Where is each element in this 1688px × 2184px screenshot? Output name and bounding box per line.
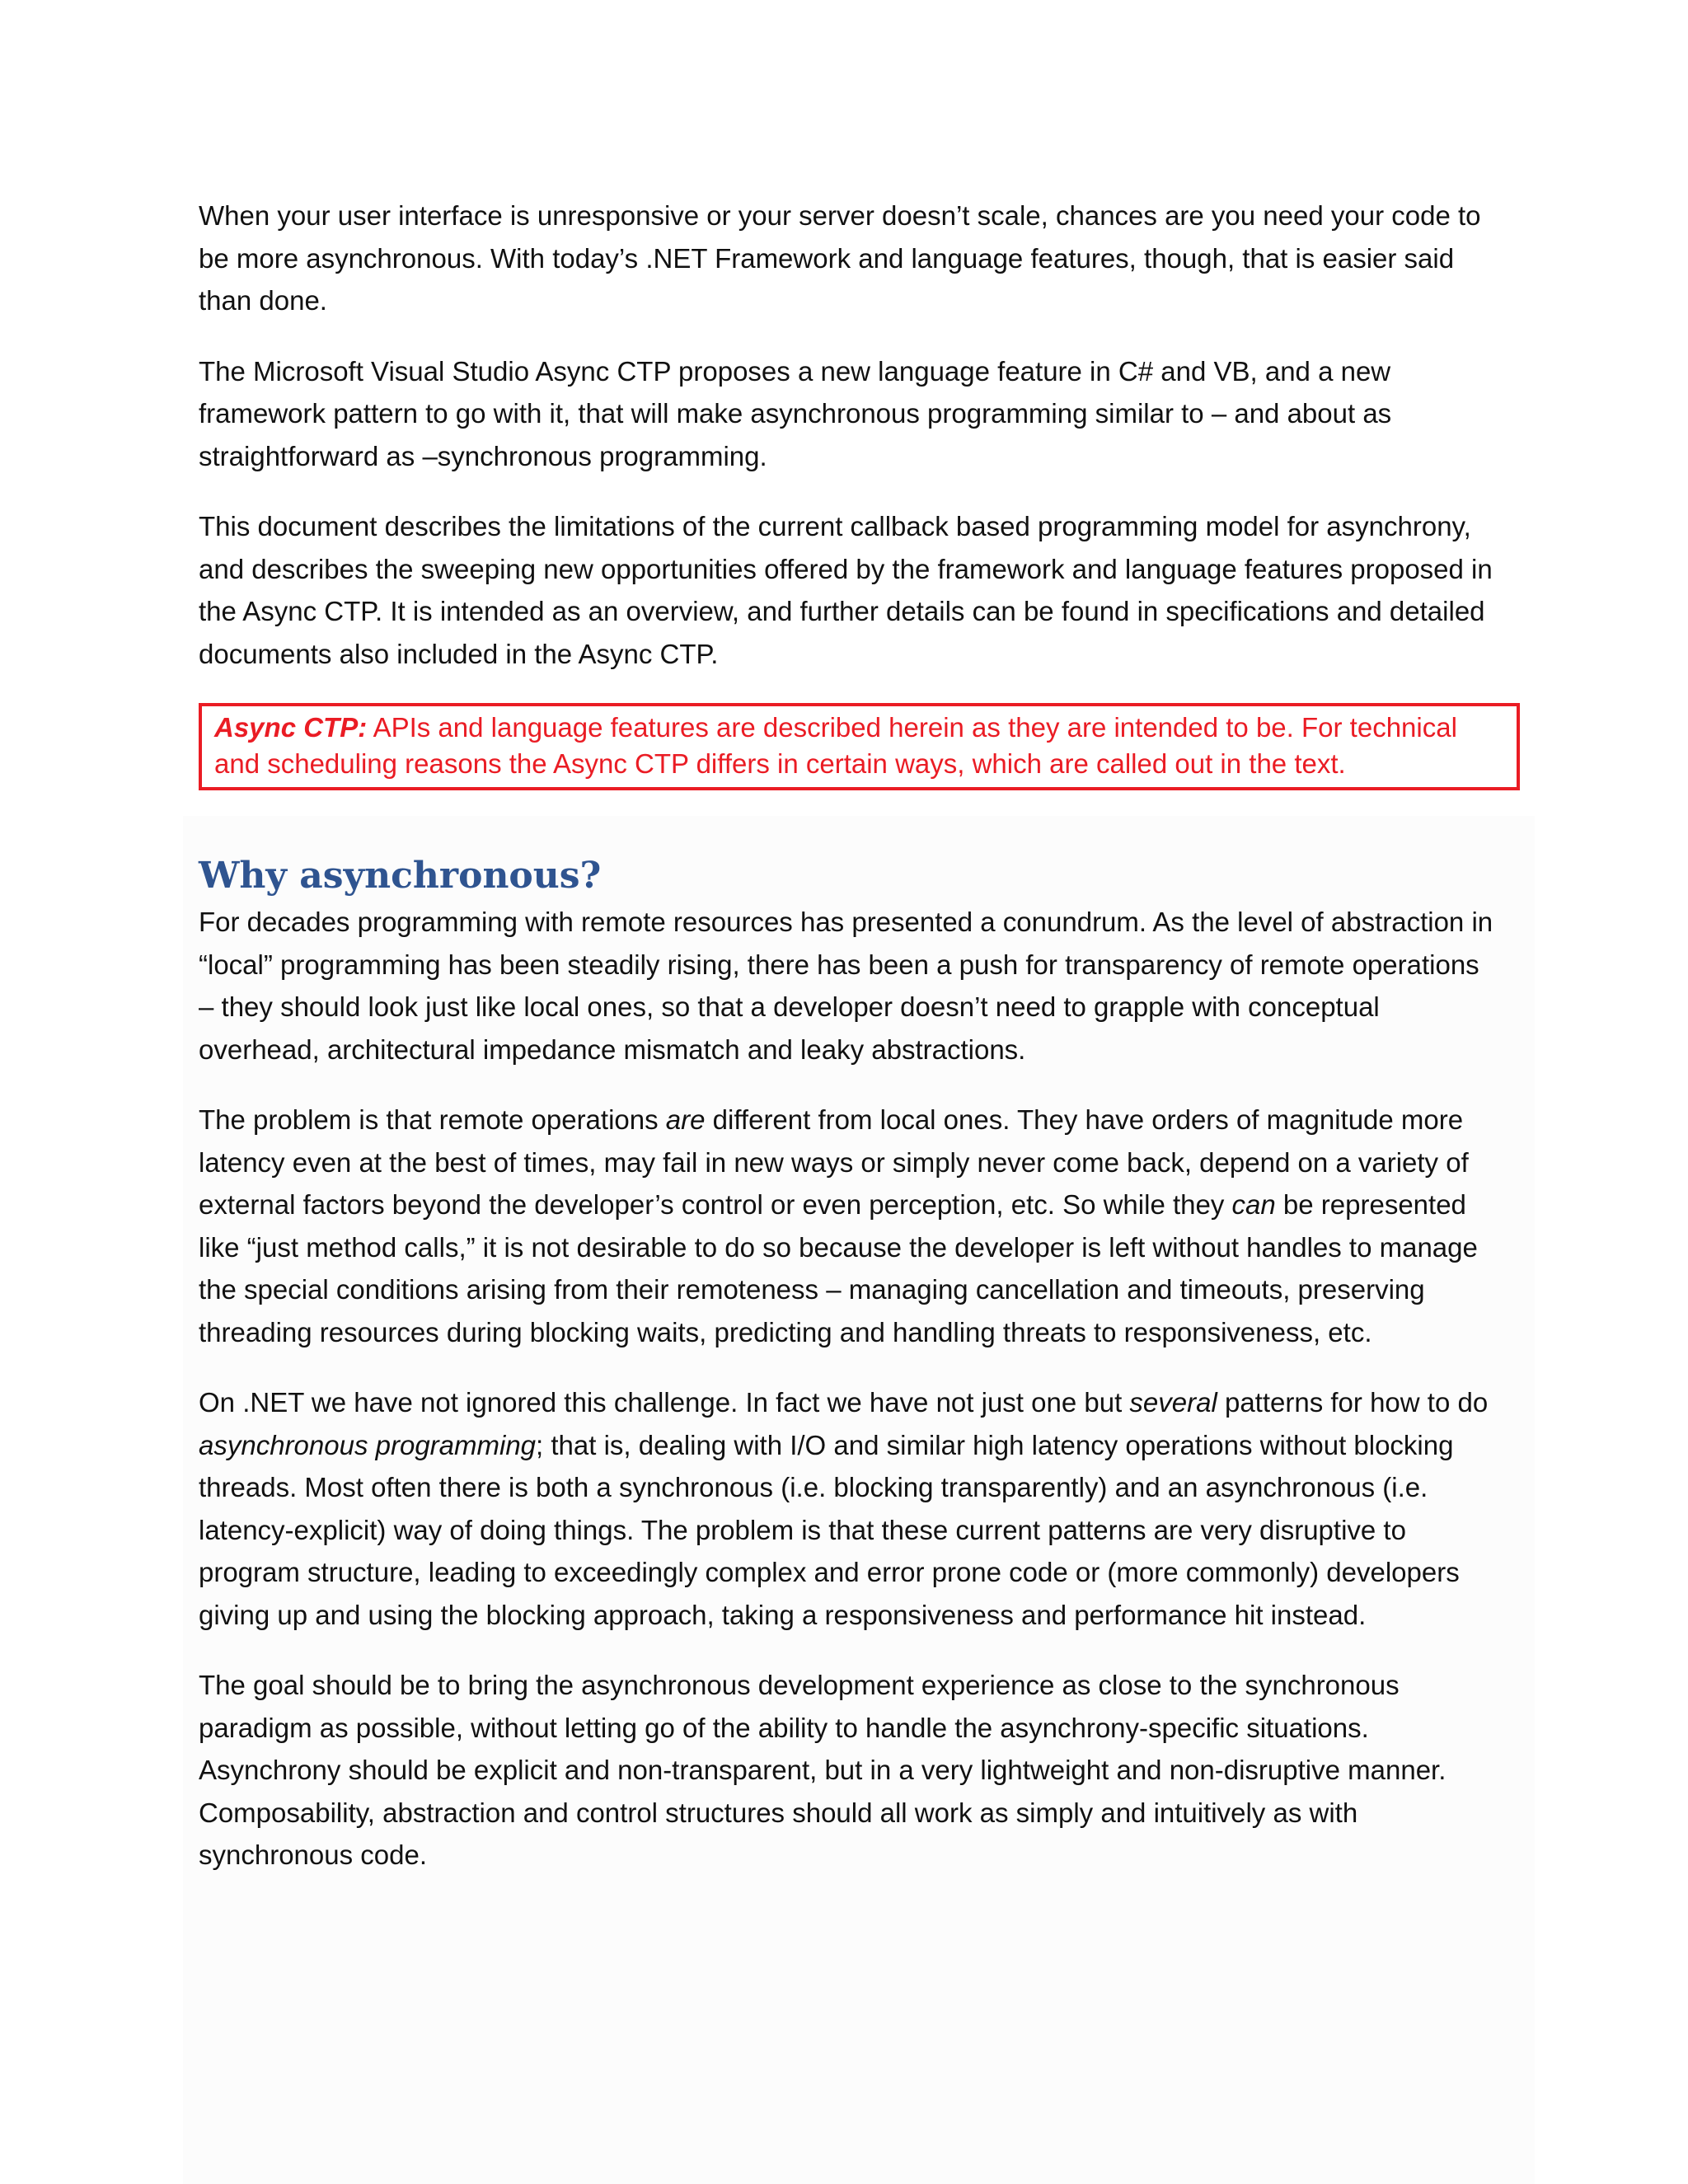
text-run: patterns for how to do: [1217, 1387, 1489, 1418]
section-heading: Why asynchronous?: [199, 855, 602, 897]
text-run: The problem is that remote operations: [199, 1104, 666, 1135]
text-run: On .NET we have not ignored this challenge. In fact we have not just one but: [199, 1387, 1130, 1418]
callout-text: APIs and language features are described herein as they are intended to be. For technical and scheduling reasons the Async CTP differs in certain ways, which are called out in the text.: [214, 712, 1457, 779]
intro-paragraph-2: The Microsoft Visual Studio Async CTP proposes a new language feature in C# and VB, and a new framework pattern to go with it, that will make asynchronous programming similar to – and about as straightforward as –synchronous programming.: [199, 355, 1392, 471]
callout-lead: Async CTP:: [214, 712, 368, 743]
emphasis-are: are: [665, 1104, 706, 1135]
section-paragraph-2: [199, 1099, 1497, 1353]
section-paragraph-4: The goal should be to bring the asynchronous development experience as close to the synchronous paradigm as possible, without letting go of the ability to handle the asynchrony-specific situations. Asynchrony should be explicit and non-transparent, but in a very lightweight and non-disruptive manner. Composability, abstraction and control structures should all work as simply and intuitively as with synchronous code.: [199, 1670, 1447, 1870]
emphasis-several: several: [1129, 1387, 1217, 1418]
text-run: be represented like “just method calls,” it is not desirable to do so because the developer is left without handles to manage the special conditions arising from their remoteness – managing cancellation and timeouts, preserving threading resources during blocking waits, predicting and handling threats to responsiveness, etc.: [199, 1189, 1478, 1347]
document-body: [199, 194, 1497, 1905]
intro-paragraph-1: When your user interface is unresponsive or your server doesn’t scale, chances are you need your code to be more asynchronous. With today’s .NET Framework and language features, though, that is easier said than done.: [199, 200, 1481, 316]
text-run: different from local ones. They have orders of magnitude more latency even at the best of times, may fail in new ways or simply never come back, depend on a variety of external factors beyond the developer’s control or even perception, etc. So while they: [199, 1104, 1469, 1220]
section-paragraph-3: [199, 1381, 1497, 1636]
intro-paragraph-3: This document describes the limitations of the current callback based programming model for asynchrony, and describes the sweeping new opportunities offered by the framework and language features proposed in the Async CTP. It is intended as an overview, and further details can be found in specifications and detailed documents also included in the Async CTP.: [199, 511, 1493, 669]
section-paragraph-1: For decades programming with remote resources has presented a conundrum. As the level of abstraction in “local” programming has been steadily rising, there has been a push for transparency of remote operations – they should look just like local ones, so that a developer doesn’t need to grapple with conceptual overhead, architectural impedance mismatch and leaky abstractions.: [199, 907, 1493, 1065]
emphasis-asynchronous-programming: asynchronous programming: [199, 1429, 537, 1460]
text-run: ; that is, dealing with I/O and similar high latency operations without blocking threads. Most often there is both a synchronous (i.e. blocking transparently) and an asynchronous (i.e. latency-explicit) way of doing things. The problem is that these current patterns are very disruptive to program structure, leading to exceedingly complex and error prone code or (more commonly) developers giving up and using the blocking approach, taking a responsiveness and performance hit instead.: [199, 1429, 1460, 1630]
async-ctp-callout-box: [199, 703, 1520, 790]
emphasis-can: can: [1231, 1189, 1276, 1220]
